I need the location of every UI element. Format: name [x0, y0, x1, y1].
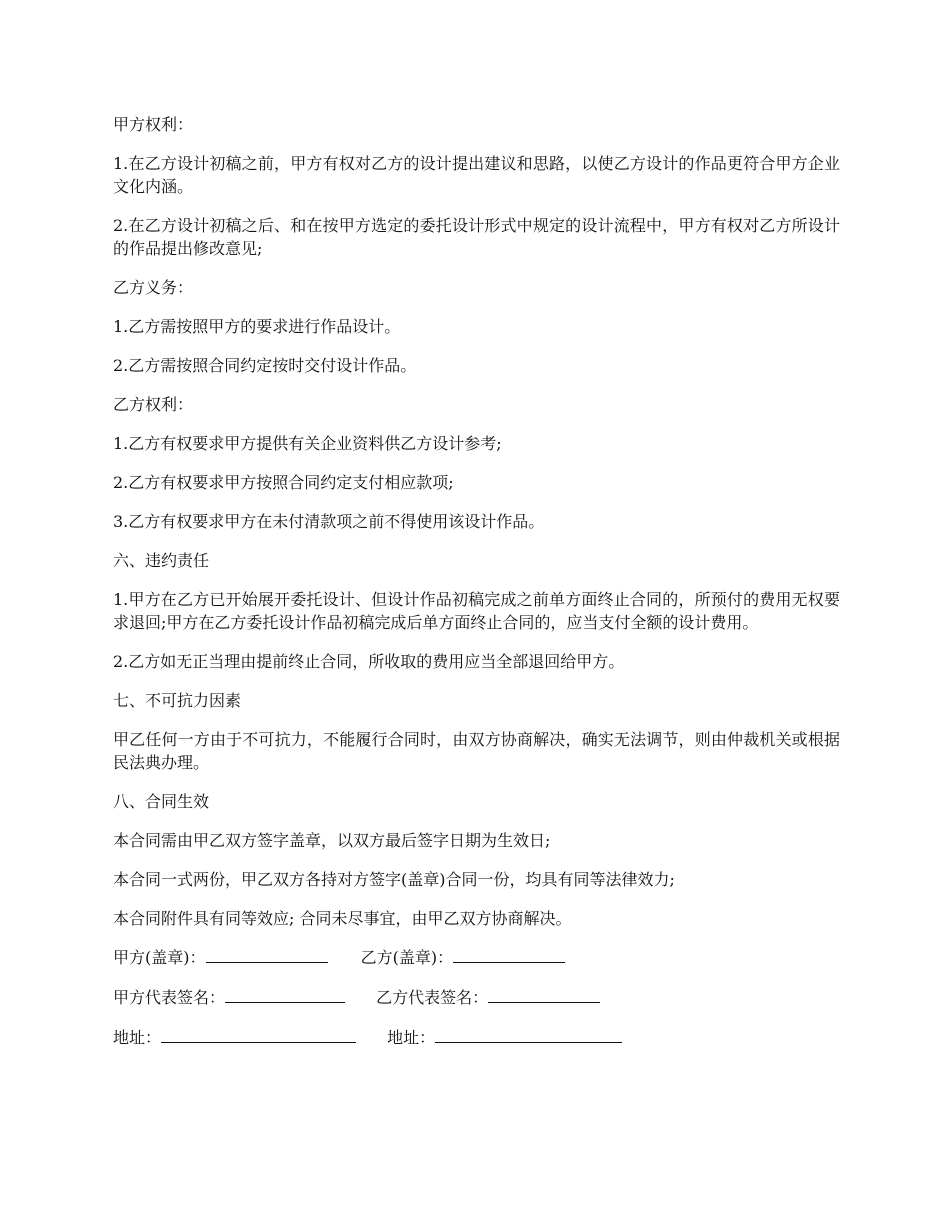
- party-a-address-line[interactable]: [161, 1026, 356, 1043]
- section-heading-force-majeure: 七、不可抗力因素: [113, 691, 242, 710]
- force-majeure-clause: 甲乙任何一方由于不可抗力，不能履行合同时，由双方协商解决，确实无法调节，则由仲裁机关或根据民法典办理。: [113, 730, 840, 772]
- section-heading-breach: 六、违约责任: [113, 551, 210, 570]
- signature-row-representative: [113, 986, 840, 1009]
- party-a-rep: [113, 986, 345, 1009]
- party-a-right-1: 1.在乙方设计初稿之前，甲方有权对乙方的设计提出建议和思路，以使乙方设计的作品更符合甲方企业文化内涵。: [113, 154, 840, 196]
- section-label-party-b-obligations: 乙方义务：: [113, 278, 194, 297]
- party-b-seal-line[interactable]: [453, 946, 565, 963]
- party-a-address-label: 地址：: [113, 1028, 162, 1047]
- party-a-seal-label: 甲方(盖章)：: [113, 948, 206, 967]
- effectiveness-clause-3: 本合同附件具有同等效应; 合同未尽事宜，由甲乙双方协商解决。: [113, 909, 572, 928]
- party-b-address-label: 地址：: [387, 1028, 436, 1047]
- section-label-party-a-rights: 甲方权利：: [113, 115, 194, 134]
- party-b-seal: [361, 946, 566, 969]
- party-a-address: [113, 1026, 356, 1049]
- party-b-address: [387, 1026, 622, 1049]
- contract-page: [113, 113, 840, 1066]
- section-heading-effectiveness: 八、合同生效: [113, 792, 210, 811]
- section-label-party-b-rights: 乙方权利：: [113, 395, 194, 414]
- party-b-address-line[interactable]: [435, 1026, 622, 1043]
- effectiveness-clause-1: 本合同需由甲乙双方签字盖章，以双方最后签字日期为生效日;: [113, 831, 551, 850]
- party-a-rep-line[interactable]: [225, 986, 345, 1003]
- party-a-seal-line[interactable]: [206, 946, 328, 963]
- party-a-rep-label: 甲方代表签名：: [113, 988, 226, 1007]
- party-b-seal-label: 乙方(盖章)：: [360, 948, 454, 967]
- effectiveness-clause-2: 本合同一式两份，甲乙双方各持对方签字(盖章)合同一份，均具有同等法律效力;: [113, 870, 675, 889]
- party-b-right-1: 1.乙方有权要求甲方提供有关企业资料供乙方设计参考;: [113, 434, 502, 453]
- party-a-seal: [113, 946, 328, 969]
- party-b-rep: [376, 986, 600, 1009]
- breach-clause-1: 1.甲方在乙方已开始展开委托设计、但设计作品初稿完成之前单方面终止合同的，所预付的费用无权要求退回;甲方在乙方委托设计作品初稿完成后单方面终止合同的，应当支付全额的设计费用。: [113, 590, 840, 632]
- party-b-rep-line[interactable]: [488, 986, 600, 1003]
- party-b-right-2: 2.乙方有权要求甲方按照合同约定支付相应款项;: [113, 473, 454, 492]
- party-b-obligation-1: 1.乙方需按照甲方的要求进行作品设计。: [113, 317, 401, 336]
- signature-row-seal: [113, 946, 840, 969]
- breach-clause-2: 2.乙方如无正当理由提前终止合同，所收取的费用应当全部退回给甲方。: [113, 652, 625, 671]
- signature-row-address: [113, 1026, 840, 1049]
- party-b-rep-label: 乙方代表签名：: [376, 988, 489, 1007]
- party-b-right-3: 3.乙方有权要求甲方在未付清款项之前不得使用该设计作品。: [113, 512, 545, 531]
- party-b-obligation-2: 2.乙方需按照合同约定按时交付设计作品。: [113, 356, 417, 375]
- party-a-right-2: 2.在乙方设计初稿之后、和在按甲方选定的委托设计形式中规定的设计流程中，甲方有权对乙方所设计的作品提出修改意见;: [113, 216, 840, 258]
